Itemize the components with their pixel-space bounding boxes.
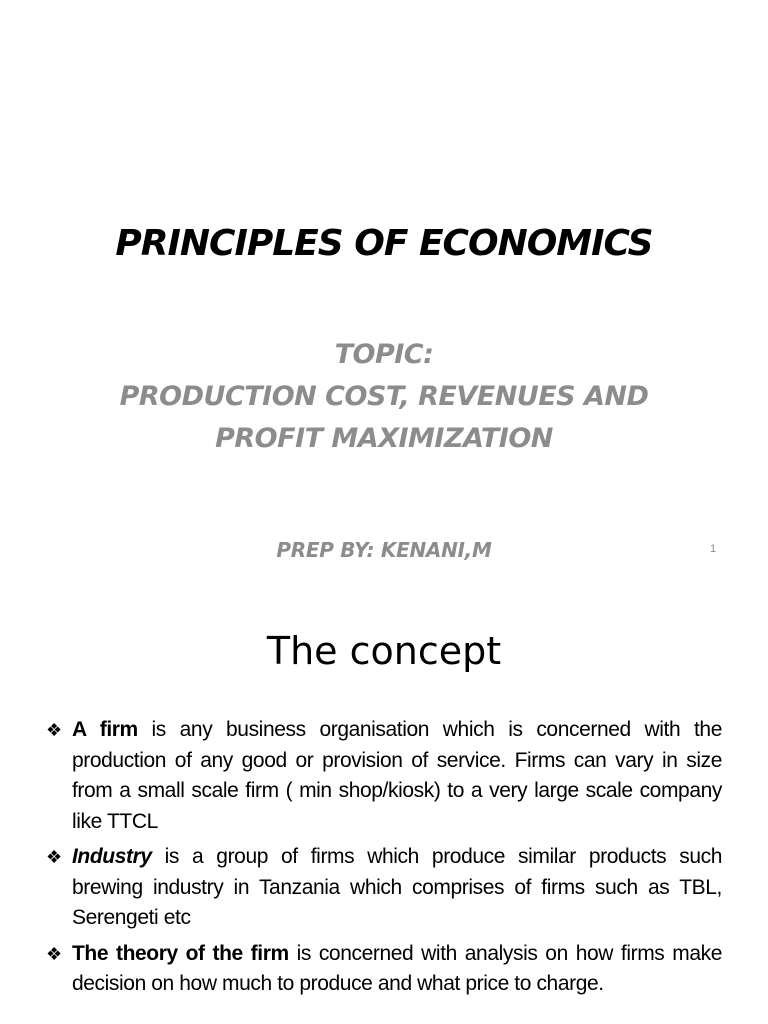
list-item [46, 939, 722, 1000]
topic-block [0, 334, 768, 460]
bullet-term: The theory of the firm [72, 941, 289, 965]
diamond-bullet-icon: ❖ [46, 943, 62, 964]
author-credit: PREP BY: KENANI,M [276, 538, 492, 562]
topic-label: TOPIC: [334, 339, 434, 370]
bullet-term: Industry [72, 845, 152, 868]
list-item [46, 842, 722, 934]
topic-line-1: PRODUCTION COST, REVENUES AND [119, 381, 649, 412]
bullet-term: A firm [72, 718, 138, 741]
diamond-bullet-icon: ❖ [46, 720, 62, 740]
bullet-text: is a group of firms which produce similar products such brewing industry in Tanzania which comprises of firms such as TBL, Serengeti etc [72, 845, 722, 929]
concept-heading: The concept [266, 629, 502, 673]
concept-slide [0, 590, 768, 1024]
list-item [46, 715, 722, 837]
bullet-text: is any business organisation which is concerned with the production of any good or provision of service. Firms can vary in size from a small scale firm ( min shop/kiosk) to a very large scale company like TTCL [72, 718, 722, 833]
topic-line-2: PROFIT MAXIMIZATION [215, 423, 553, 454]
diamond-bullet-icon: ❖ [46, 847, 62, 867]
bullet-list [46, 715, 722, 1005]
slide-title: PRINCIPLES OF ECONOMICS [115, 223, 653, 264]
slide-number: 1 [710, 543, 717, 555]
bullet-text: is concerned with analysis on how firms make decision on how much to produce and what price to charge. [72, 941, 722, 995]
